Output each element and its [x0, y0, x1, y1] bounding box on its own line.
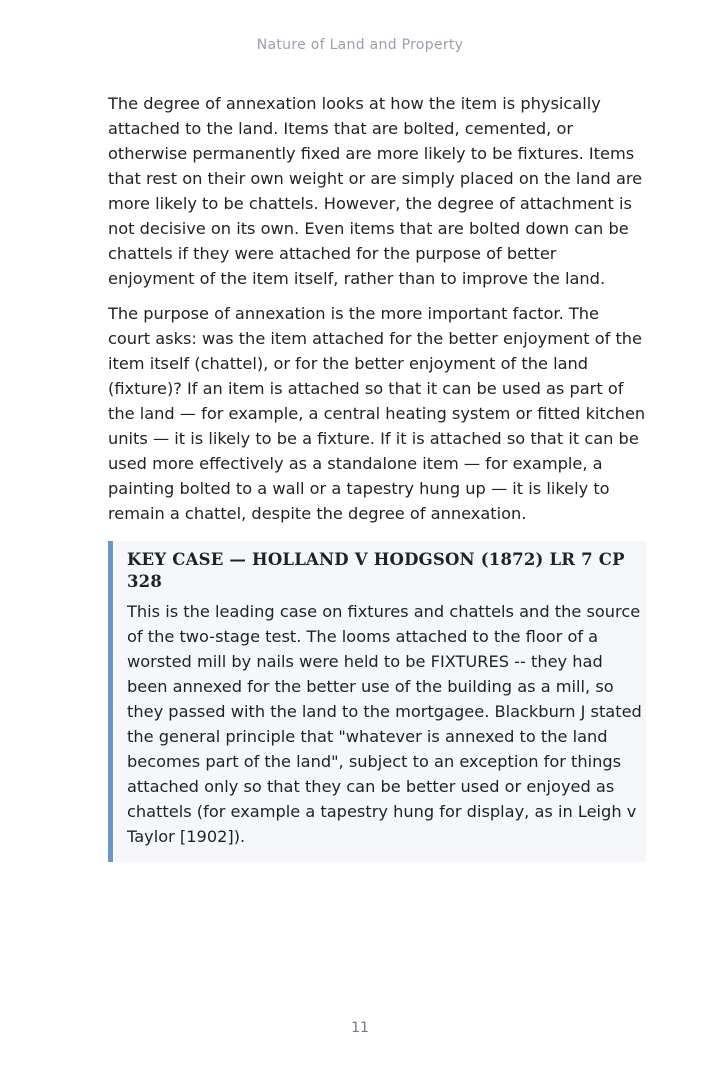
body-paragraph-purpose-of-annexation: The purpose of annexation is the more important factor. The court asks: was the item attached for the better enjoyment of the item itself (chattel), or for the better enjoyment of the land (fixture)? If an item is attached so that it can be used as part of the land — for example, a central heating system or fitted kitchen units — it is likely to be a fixture. If it is attached so that it can be used more effectively as a standalone item — for example, a painting bolted to a wall or a tapestry hung up — it is likely to remain a chattel, despite the degree of annexation. — [108, 304, 646, 523]
key-case-title: KEY CASE — HOLLAND V HODGSON (1872) LR 7 CP 328 — [127, 550, 625, 591]
key-case-text: This is the leading case on fixtures and chattels and the source of the two-stage test. The looms attached to the floor of a worsted mill by nails were held to be FIXTURES -- they had been annexed for the better use of the building as a mill, so they passed with the land to the mortgagee. Blackburn J stated the general principle that "whatever is annexed to the land becomes part of the land", subject to an exception for things attached only so that they can be better used or enjoyed as chattels (for example a tapestry hung for display, as in Leigh v Taylor [1902]). — [127, 602, 642, 846]
page-content — [108, 91, 646, 862]
page-number: 11 — [351, 1020, 369, 1036]
body-paragraph-degree-of-annexation: The degree of annexation looks at how the item is physically attached to the land. Items that are bolted, cemented, or otherwise permanently fixed are more likely to be fixtures. Items that rest on their own weight or are simply placed on the land are more likely to be chattels. However, the degree of attachment is not decisive on its own. Even items that are bolted down can be chattels if they were attached for the purpose of better enjoyment of the item itself, rather than to improve the land. — [108, 94, 643, 288]
running-header: Nature of Land and Property — [256, 37, 464, 53]
key-case-callout — [108, 541, 646, 862]
